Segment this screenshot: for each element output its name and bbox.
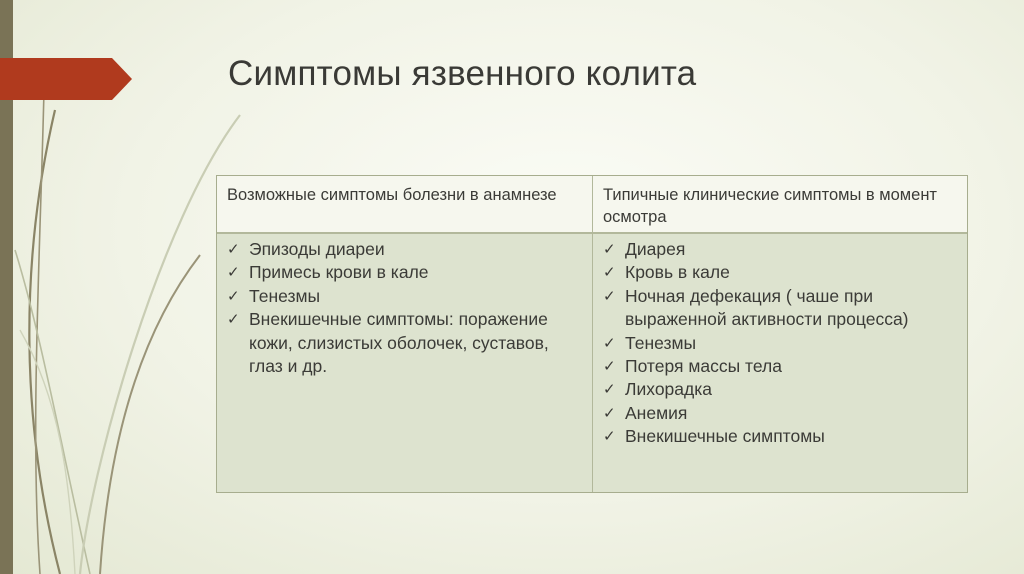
clinical-symptoms-cell: [593, 234, 967, 492]
checkmark-icon: ✓: [227, 263, 240, 282]
symptoms-table: [216, 175, 968, 493]
checkmark-icon: ✓: [603, 240, 616, 258]
history-symptoms-cell: [217, 234, 593, 492]
history-symptoms-list: [227, 238, 582, 378]
list-item: ✓ Лихорадка: [603, 378, 957, 401]
checkmark-icon: ✓: [603, 427, 616, 446]
checkmark-icon: ✓: [603, 380, 616, 399]
list-item: ✓ Тенезмы: [603, 332, 957, 355]
list-item: ✓ Ночная дефекация ( чаше при выраженной активности процесса): [603, 285, 909, 330]
checkmark-icon: ✓: [603, 357, 616, 376]
list-item: ✓ Анемия: [603, 402, 957, 425]
checkmark-icon: ✓: [227, 240, 240, 258]
header-history-symptoms: Возможные симптомы болезни в анамнезе: [217, 176, 593, 232]
checkmark-icon: ✓: [603, 286, 616, 305]
checkmark-icon: ✓: [227, 286, 240, 305]
list-item: ✓ Эпизоды диареи: [227, 238, 582, 261]
list-item: ✓ Примесь крови в кале: [227, 261, 582, 284]
list-item: ✓ Диарея: [603, 238, 957, 261]
table-body-row: [217, 234, 967, 492]
title-arrow-marker: [0, 58, 132, 100]
clinical-symptoms-list: [603, 238, 957, 449]
list-item: ✓ Тенезмы: [227, 285, 582, 308]
checkmark-icon: ✓: [603, 333, 616, 352]
checkmark-icon: ✓: [603, 403, 616, 422]
list-item: ✓ Внекишечные симптомы: поражение кожи, слизистых оболочек, суставов, глаз и др.: [227, 309, 549, 377]
slide-title: Симптомы язвенного колита: [228, 54, 697, 93]
table-header-row: [217, 176, 967, 234]
checkmark-icon: ✓: [227, 310, 240, 329]
list-item: ✓ Внекишечные симптомы: [603, 425, 957, 448]
checkmark-icon: ✓: [603, 263, 616, 282]
header-clinical-symptoms: Типичные клинические симптомы в момент осмотра: [603, 186, 937, 226]
list-item: ✓ Потеря массы тела: [603, 355, 957, 378]
list-item: ✓ Кровь в кале: [603, 261, 957, 284]
